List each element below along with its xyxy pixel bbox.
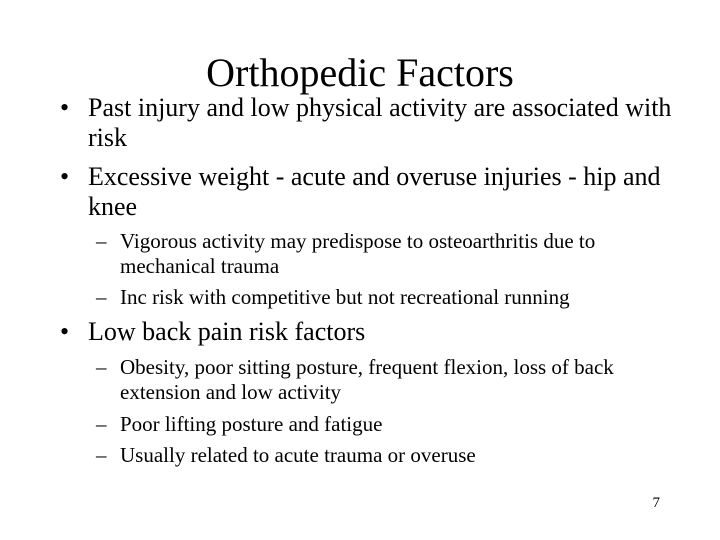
sub-bullet-marker: –	[96, 443, 107, 467]
sub-bullet-poor-lifting	[96, 412, 676, 437]
bullet-marker: •	[60, 317, 70, 346]
sub-bullet-text: Poor lifting posture and fatigue	[120, 412, 383, 436]
slide-title: Orthopedic Factors	[206, 50, 514, 95]
sub-bullet-marker: –	[96, 355, 107, 379]
sub-bullet-text: Usually related to acute trauma or overuse	[120, 443, 476, 467]
sub-bullet-marker: –	[96, 229, 107, 253]
bullet-past-injury	[60, 93, 680, 153]
sub-bullet-obesity	[96, 355, 676, 405]
sub-bullet-inc-risk	[96, 285, 676, 310]
bullet-marker: •	[60, 93, 70, 122]
sub-bullet-marker: –	[96, 412, 107, 436]
sub-bullet-acute-trauma	[96, 443, 676, 468]
sub-bullet-marker: –	[96, 285, 107, 309]
sub-bullet-text: Vigorous activity may predispose to osteoarthritis due to mechanical trauma	[120, 229, 596, 278]
bullet-text: Excessive weight - acute and overuse injuries - hip and knee	[88, 162, 661, 221]
sub-bullet-text: Inc risk with competitive but not recreational running	[120, 285, 570, 309]
bullet-low-back-pain	[60, 317, 680, 347]
bullet-excessive-weight	[60, 162, 680, 222]
bullet-text: Low back pain risk factors	[88, 317, 366, 346]
bullet-marker: •	[60, 162, 70, 191]
sub-bullet-text: Obesity, poor sitting posture, frequent flexion, loss of back extension and low activity	[120, 355, 614, 404]
sub-bullet-vigorous-activity	[96, 229, 676, 279]
bullet-text: Past injury and low physical activity are associated with risk	[88, 93, 672, 152]
page-number: 7	[652, 495, 660, 511]
